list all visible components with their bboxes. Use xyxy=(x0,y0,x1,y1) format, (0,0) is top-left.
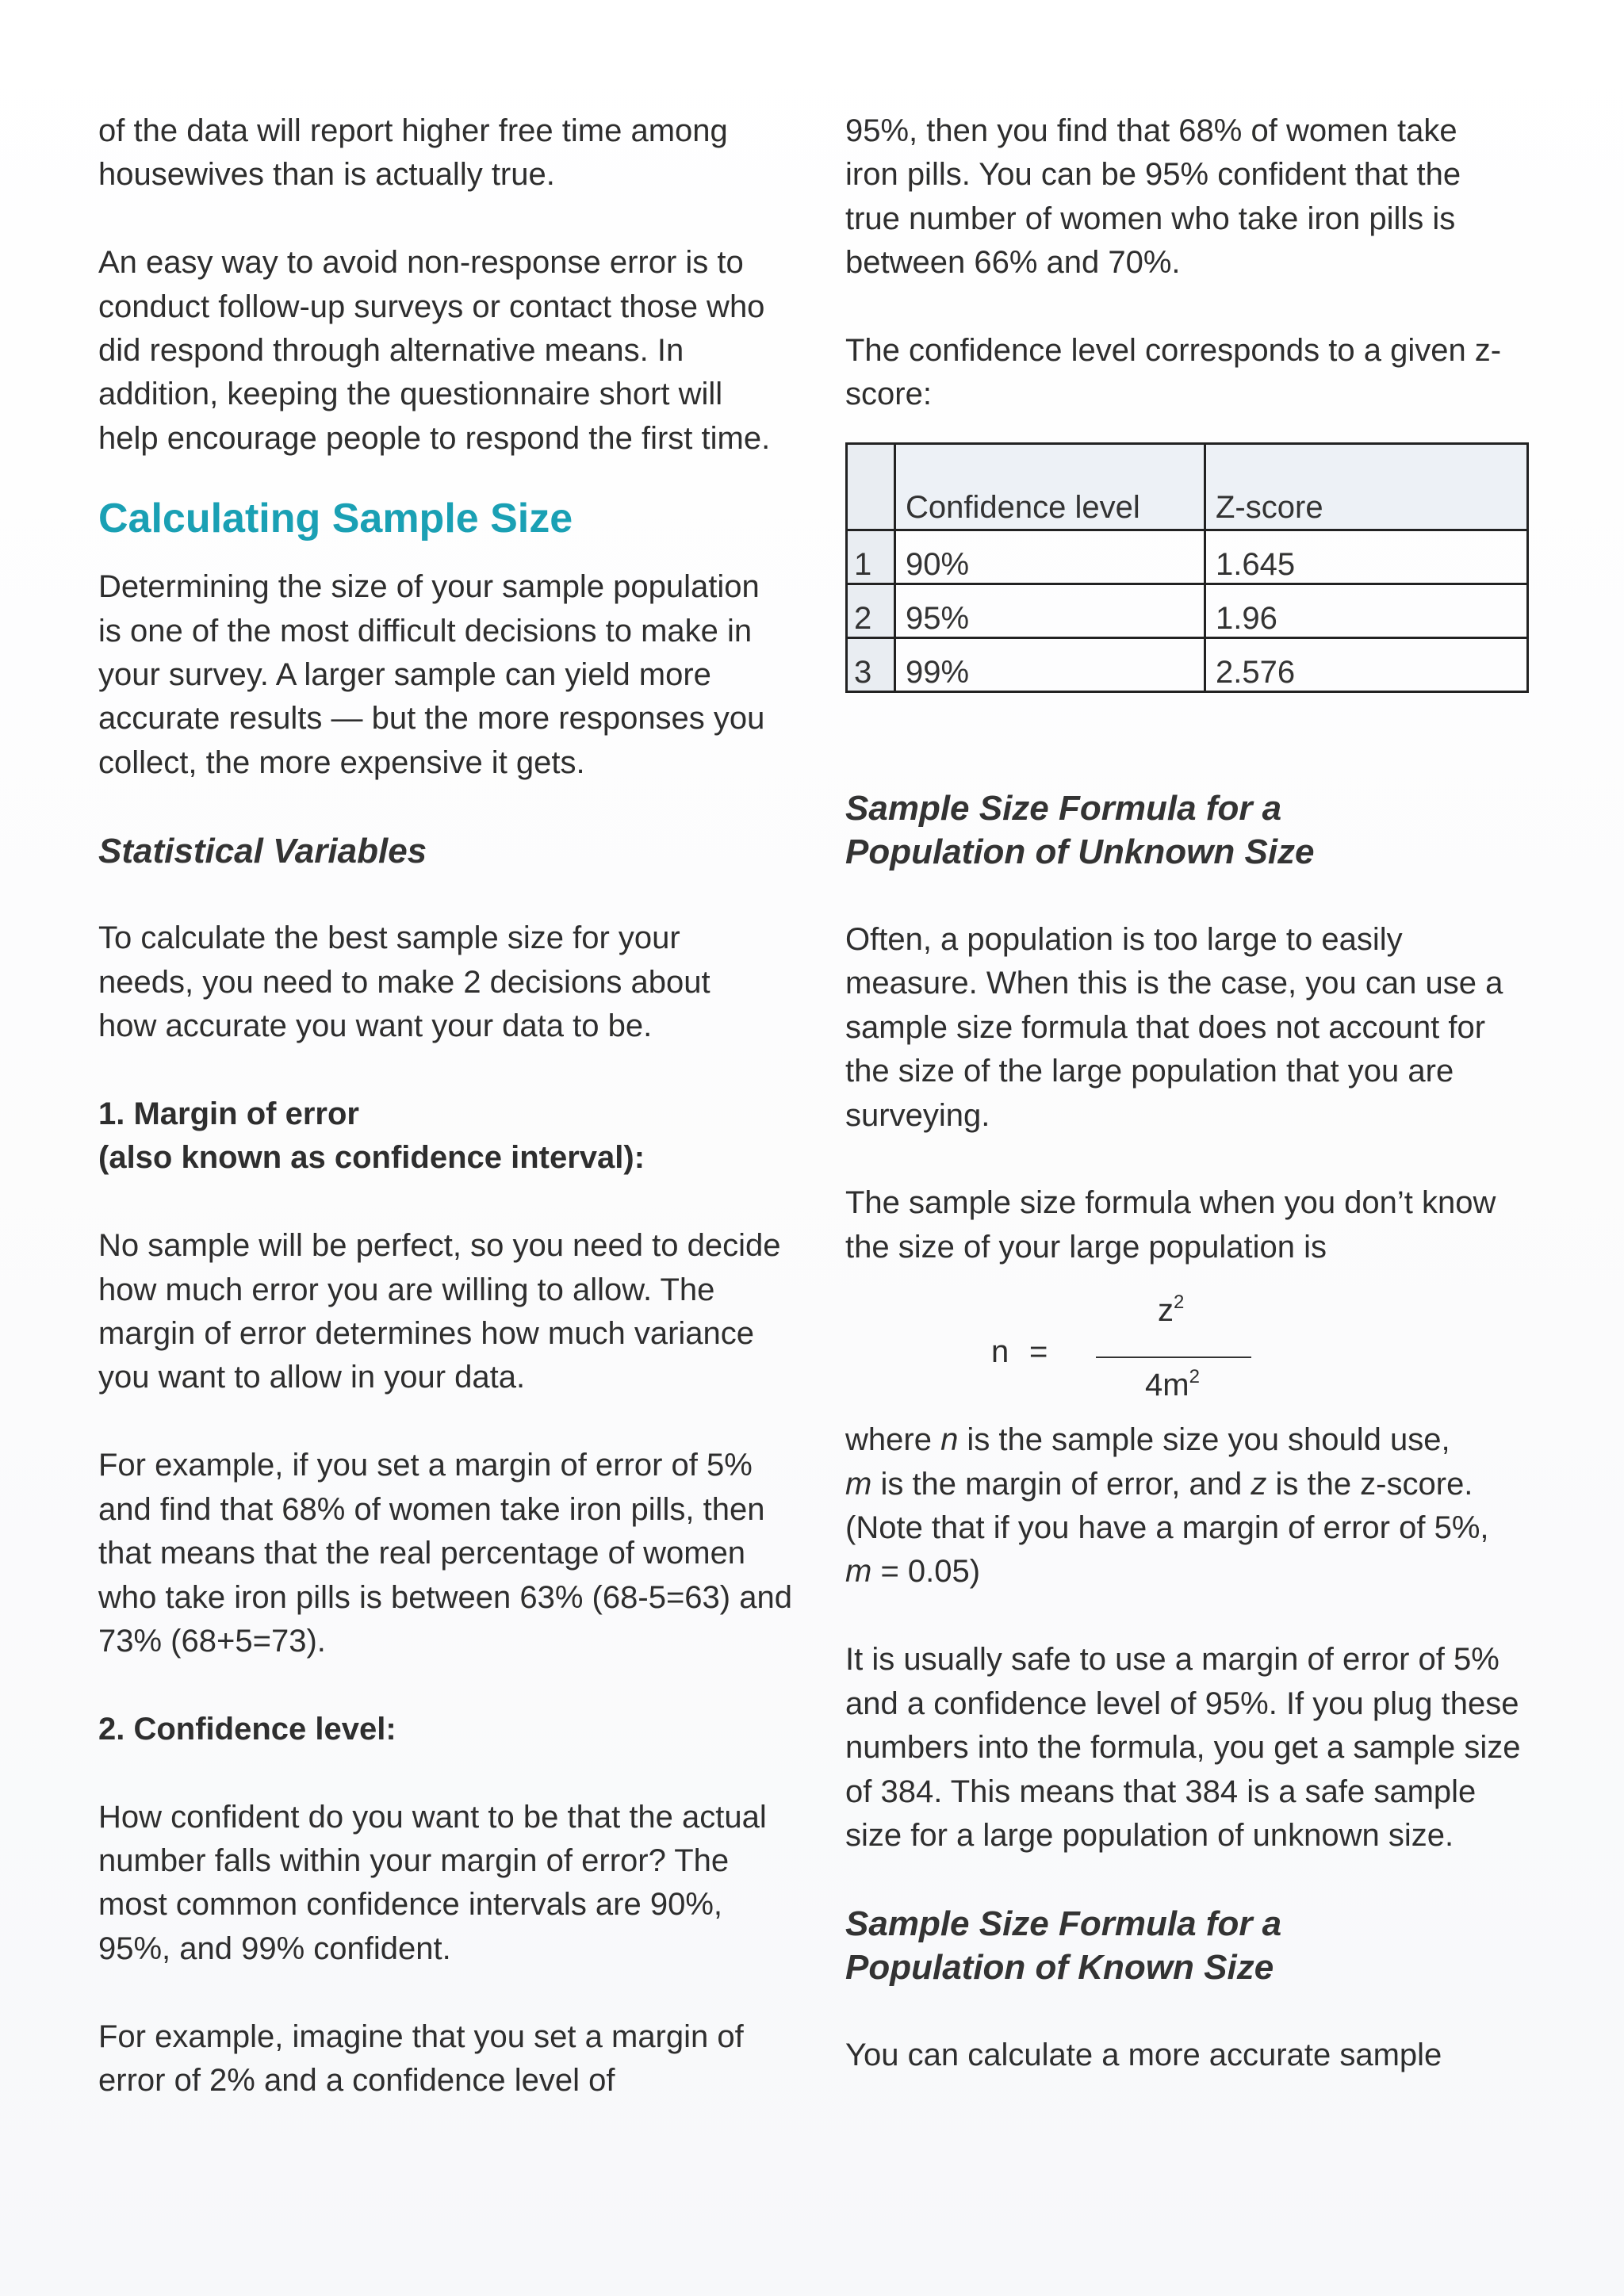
paragraph-often: Often, a population is too large to easily measure. When this is the case, you can use a sample size formula that does not account for the size of the large population that you are surveying. xyxy=(845,922,1503,1133)
table-cell-zscore: 1.96 xyxy=(1205,584,1528,637)
heading-unknown-line1: Sample Size Formula for a xyxy=(845,788,1282,828)
table-cell-index: 2 xyxy=(847,584,895,637)
formula-lhs: n xyxy=(991,1334,1009,1370)
table-header-confidence: Confidence level xyxy=(895,443,1205,530)
paragraph-determining: Determining the size of your sample population is one of the most difficult decisions to make in your survey. A larger sample can yield more accurate results — but the more responses you collect, the more expensive it gets. xyxy=(98,569,765,780)
heading-known-line2: Population of Known Size xyxy=(845,1948,1274,1988)
table-cell-zscore: 2.576 xyxy=(1205,637,1528,691)
table-row xyxy=(847,530,1528,584)
paragraph-confidence-example: For example, imagine that you set a margin of error of 2% and a confidence level of xyxy=(98,2019,744,2098)
formula-fraction-bar xyxy=(1096,1357,1251,1358)
formula-numerator: $z^2$ xyxy=(1158,1292,1185,1329)
formula-denominator: $4m^2$ xyxy=(1145,1366,1200,1403)
margin-heading-line2: (also known as confidence interval): xyxy=(98,1140,645,1176)
paragraph-where: where n is the sample size you should use, m is the margin of error, and z is the z-score. (Note that if you have a margin of error of 5%, m = 0.05) xyxy=(845,1422,1489,1590)
table-cell-confidence: 90% xyxy=(895,530,1205,584)
table-cell-confidence: 95% xyxy=(895,584,1205,637)
heading-statistical-variables: Statistical Variables xyxy=(98,831,427,871)
margin-heading-line1: 1. Margin of error xyxy=(98,1096,359,1132)
table-cell-zscore: 1.645 xyxy=(1205,530,1528,584)
confidence-heading: 2. Confidence level: xyxy=(98,1711,396,1747)
table-cell-index: 1 xyxy=(847,530,895,584)
paragraph-zscore-intro: The confidence level corresponds to a given z-score: xyxy=(845,333,1502,412)
paragraph-safe: It is usually safe to use a margin of error of 5% and a confidence level of 95%. If you plug these numbers into the formula, you get a sample size of 384. This means that 384 is a safe sample size for a large population of unknown size. xyxy=(845,1642,1521,1853)
paragraph-known: You can calculate a more accurate sample xyxy=(845,2037,1442,2072)
left-column xyxy=(98,109,796,2103)
table-header-index xyxy=(847,443,895,530)
heading-known-line1: Sample Size Formula for a xyxy=(845,1904,1282,1943)
paragraph-margin: No sample will be perfect, so you need to decide how much error you are willing to allow. The margin of error determines how much variance you want to allow in your data. xyxy=(98,1228,781,1395)
table-header-zscore: Z-score xyxy=(1205,443,1528,530)
right-column xyxy=(845,109,1535,2077)
table-cell-confidence: 99% xyxy=(895,637,1205,691)
paragraph-confidence: How confident do you want to be that the actual number falls within your margin of error? The most common confidence intervals are 90%, 95%, and 99% confident. xyxy=(98,1799,767,1966)
paragraph-calculate: To calculate the best sample size for your needs, you need to make 2 decisions about how accurate you want your data to be. xyxy=(98,920,710,1044)
paragraph-margin-example: For example, if you set a margin of error of 5% and find that 68% of women take iron pills, then that means that the real percentage of women who take iron pills is between 63% (68-5=63) and 73% (68+5=73). xyxy=(98,1448,792,1659)
paragraph-formula-intro: The sample size formula when you don’t know the size of your large population is xyxy=(845,1185,1496,1265)
paragraph-intro: of the data will report higher free time among housewives than is actually true. xyxy=(98,113,728,193)
table-cell-index: 3 xyxy=(847,637,895,691)
zscore-table xyxy=(845,442,1529,693)
table-header-row xyxy=(847,443,1528,530)
heading-calculating-sample-size: Calculating Sample Size xyxy=(98,496,573,542)
table-row xyxy=(847,584,1528,637)
paragraph-continue: 95%, then you find that 68% of women take iron pills. You can be 95% confident that the true number of women who take iron pills is between 66% and 70%. xyxy=(845,113,1461,281)
paragraph-nonresponse: An easy way to avoid non-response error is to conduct follow-up surveys or contact those who did respond through alternative means. In addition, keeping the questionnaire short will help encourage people to respond the first time. xyxy=(98,245,771,456)
sample-size-formula xyxy=(845,1279,1535,1418)
table-row xyxy=(847,637,1528,691)
formula-equals: = xyxy=(1029,1334,1048,1370)
heading-unknown-line2: Population of Unknown Size xyxy=(845,832,1315,872)
